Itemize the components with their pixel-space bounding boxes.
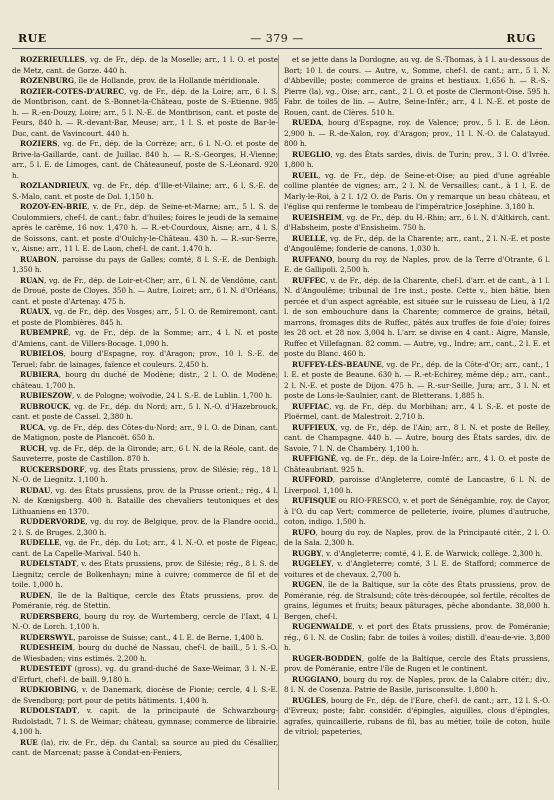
entry-text: , bourg du roy. de Naples, prov. de la Calabre citér.; div., 8 l. N. de Cosenza. Patrie de Basile, jurisconsulte. 1,800 h. [284,674,550,694]
dictionary-entry [12,486,278,518]
dictionary-entry [12,423,278,444]
entry-text: , v. de Fr., dép. de Seine-et-Marne; arr., 5 l. S. de Coulommiers, chef-l. de cant.; fabr. d'huiles; foires le jeudi de la semaine après le carême, 16 nov. 1,470 h. — R.-et-Courdoux, Aisne; arr., 4 l. S. de Soissons, cant. et poste d'Oulchy-le-Château. 430 h. — R.-sur-Serre, v., Aisne; arr., 11 l. E. de Laon, chef-l. de cant. 1,470 h. [12,202,278,253]
dictionary-entry [12,664,278,685]
dictionary-entry [284,580,550,622]
entry-headword: RUDELSTADT [20,559,77,568]
entry-headword: RUELLE [292,233,326,243]
entry-headword: RUCH [20,443,45,453]
entry-text: , vg. de Fr., dép. des Vosges; arr., 5 l. O. de Remiremont, cant. et poste de Plombières. 845 h. [12,307,278,327]
entry-headword: RUBIELOS [20,349,64,358]
dictionary-entry [12,612,278,633]
dictionary-entry [284,360,550,402]
entry-text: , vg. de Fr., dép. de Loir-et-Cher; arr., 6 l. N. de Vendôme, cant. de Droué, poste de Cloyes. 350 h. — Autre, Loiret; arr., 6 l. N. d'Orléans, cant. et poste d'Artenay. 475 h. [12,275,278,306]
entry-text: , paroisse de Suisse; cant., 4 l. E. de Berne. 1,400 h. [73,632,264,642]
entry-headword: RUEGLIO [292,149,331,159]
dictionary-entry [12,87,278,140]
entry-headword: RUDAU [20,485,51,495]
entry-headword: RUGBY [292,548,322,558]
entry-text: , v. d'Angleterre; comté, 3 l. E. de Stafford; commerce de voitures et de chevaux. 2,700 h. [284,559,550,579]
entry-text: , bourg d'Espagne, roy. de Valence; prov., 5 l. E. de Léon. 2,900 h. — R.-de-Xalon, roy. d'Aragon; prov., 11 l. N.-O. de Calatayud. 800 h. [284,118,550,148]
dictionary-entry [12,643,278,664]
entry-headword: RUEISHEIM [292,212,342,222]
dictionary-entry [12,391,278,402]
entry-text: , paroisse d'Angleterre, comté de Lancastre, 6 l. N. de Liverpool. 1,100 h. [284,475,550,495]
page-number: — 379 — [250,32,304,45]
dictionary-entry [284,622,550,654]
dictionary-entry [284,118,550,150]
entry-headword: RUAN [20,275,45,285]
entry-headword: RUFFORD [292,475,333,484]
header-left-keyword: RUE [18,32,47,45]
entry-text: , vg. de Fr., dép. de la Corrèze; arr., 6 l. N.-O. et poste de Brive-la-Gaillarde, cant. de Juillac. 840 h. — R.-S.-Georges, H.-Vienne; arr., 5 l. E. de Limoges, cant. de Châteauneuf, poste de S.-Léonard. 920 h. [12,139,278,180]
dictionary-entry [284,255,550,276]
entry-text: , paroisse du pays de Galles; comté, 8 l. S.-E. de Denbigh. 1,350 h. [12,254,278,274]
entry-text: , vg. des États prussiens, prov. de la Prusse orient.; rég., 4 l. N. de Kœnigsberg. 400 h. Bataille des chevaliers teutoniques et des Lithuaniens en 1370. [12,485,278,516]
entry-text: , vg. du roy. de Belgique, prov. de la Flandre occid., 2 l. S. de Bruges. 2,300 h. [12,517,278,537]
entry-text: , v. de Pologne; woïvodie, 24 l. S.-E. de Lublin. 1,700 h. [71,391,273,400]
entry-headword: RUBIESZOW [20,391,72,400]
entry-headword: RUDERSWYL [20,632,74,642]
dictionary-entry [284,675,550,696]
dictionary-entry [284,55,550,118]
entry-text: , v. de Danemark, diocèse de Fionie; cercle, 4 l. S.-E. de Svendborg; port pour de petits bâtiments. 1,400 h. [12,685,278,705]
entry-text: , bourg du duché de Nassau, chef-l. de baill., 5 l. S.-O. de Wiesbaden; vins estimés. 2,200 h. [12,643,278,663]
dictionary-entry [284,171,550,213]
entry-headword: RUFFEC [292,275,326,285]
entry-text: , v. d'Angleterre; comté, 4 l. E. de Warwick; collège. 2,300 h. [321,548,543,558]
entry-headword: RUGGIANO [292,674,339,684]
entry-text: , vg. des États sardes, divis. de Turin; prov., 3 l. O. d'Ivrée. 1,800 h. [284,149,550,169]
entry-headword: RUDOLSTADT [20,706,78,715]
left-column [12,55,278,793]
entry-headword: RUGELEY [292,559,332,568]
entry-text: , v. et port des États prussiens, prov. de Poméranie; rég., 6 l. N. de Coslin; fabr. de toiles à voiles; distill. d'eau-de-vie. 3,800 h. [284,622,550,652]
dictionary-entry [284,423,550,455]
dictionary-entry [12,685,278,706]
dictionary-entry [12,255,278,276]
dictionary-entry [12,76,278,87]
entry-headword: ROZENBURG [20,76,74,85]
entry-text: ou RIO-FRESCO, v. et port de Sénégambie, roy. de Cayor, à l'O. du cap Vert; commerce de pelleterie, ivoire, plumes d'autruche, coton, indigo. 1,500 h. [284,496,550,526]
entry-text: , vg. des États prussiens, prov. de Silésie; rég., 18 l. N.-O. de Liegnitz. 1,100 h. [12,464,278,484]
entry-headword: RUDDERVORDE [20,517,86,526]
dictionary-entry [12,139,278,181]
right-column [284,55,550,793]
entry-headword: RUEIL [292,170,319,180]
entry-text: , vg. de Fr., dép. du Nord; arr., 5 l. N.-O. d'Hazebrouck, cant. et poste de Cassel. 2,380 h. [12,401,278,421]
dictionary-entry [12,559,278,591]
dictionary-entry [12,591,278,612]
entry-text: , bourg du duché de Modène; distr., 2 l. O. de Modène; château. 1,700 h. [12,370,278,390]
entry-text: et se jette dans la Dordogne, au vg. de S.-Thomas, à 1 l. au-dessous de Bort; 10 l. de cours. — Autre, v., Somme, chef-l. de cant.; arr., 5 l. N. d'Abbeville; poste; commerce de grains et bestiaux. 1,656 h. — R.-S.-Pierre (la), vg., Oise; arr., cant., 2 l. O. et poste de Clermont-Oise. 595 h. Fabr. de toiles de lin. — Autre, Seine-Infér.; arr., 4 l. N.-E. et poste de Rouen, cant. de Clères. 510 h. [284,55,550,117]
dictionary-entry [12,444,278,465]
entry-headword: RUFFEY-LÈS-BEAUNE [292,359,382,369]
entry-headword: RUCA [20,422,44,432]
entry-text: , bourg de Fr., dép. de l'Eure, chef-l. de cant.; arr., 12 l. S.-O. d'Evreux; poste; fabr. considér. d'épingles, aiguilles, clous d'épingles, agrafes, quincaillerie, rubans de fil, bas au métier, toile de coton, huile de vitriol; papeteries, [284,695,550,736]
dictionary-entry [12,181,278,202]
dictionary-entry [12,307,278,328]
entry-text: , vg. de Fr., dép. des Côtes-du-Nord; arr., 9 l. O. de Dinan, cant. de Matignon, poste de Plancoët. 650 h. [12,422,278,442]
entry-text: , vg. de Fr., dép. du H.-Rhin; arr., 6 l. N. d'Altkirch, cant. d'Habsheim, poste d'Ensisheim. 750 h. [284,212,550,232]
entry-headword: ROZIER-COTES-D'AUREC [20,86,124,96]
column-divider [278,55,279,790]
entry-headword: RUDEN [20,590,51,600]
dictionary-entry [12,465,278,486]
dictionary-entry [12,402,278,423]
dictionary-entry [12,349,278,370]
dictionary-entry [284,276,550,360]
entry-text: , bourg du roy. de Naples, prov. de la Terre d'Otrante, 6 l. E. de Gallipoli. 2,500 h. [284,254,550,274]
entry-headword: RUDESHEIM [20,643,73,652]
entry-headword: RUGEN [292,580,323,589]
entry-headword: RUCKERSDORF [20,464,85,474]
entry-text: , bourg du roy. de Wurtemberg, cercle de l'Iaxt, 4 l. N.-O. de Lorch. 1,100 h. [12,611,278,631]
dictionary-entry [12,328,278,349]
entry-text: , v. de Fr., dép. de la Charente, chef-l. d'arr. et de cant., à 1 l. N. d'Angoulême; tribunal de 1re inst.; poste. Cette v., bien bâtie, bien percée et d'un aspect agréable, est située sur le ruisseau de Lieu, à 1/2 l. de son embouchure dans la Charente; commerce de grains, bétail, marrons, fromages dits de Ruffec, pâtés aux truffes de foie d'oie; foires les 28 oct. et 28 nov. 3,004 h. L'arr. se divise en 4 cant.: Aigre, Mansle, Ruffec et Villefagnan. 82 comm. — Autre, vg., Indre; arr., cant., 2 l. E. et poste du Blanc. 460 h. [284,275,550,358]
entry-text: , île de la Baltique, sur la côte des États prussiens, prov. de Poméranie, rég. de Stralsund; côte très-découpée, sol fertile, récoltes de grains, légumes et fruits; beaux pâturages, pêche abondante. 38,000 h. Bergen, chef-l. [284,580,550,621]
entry-headword: RUBEMPRÉ [20,328,69,337]
entry-text: , bourg d'Espagne, roy. d'Aragon; prov., 10 l. S.-E. de Teruel; fabr. de lainages, faïence et couleurs. 2,450 h. [12,349,278,369]
dictionary-entry [12,706,278,738]
entry-headword: RUFO [292,527,316,537]
dictionary-entry [12,738,278,759]
entry-text: , vg. de Fr., dép. de l'Ain; arr., 8 l. N. et poste de Belley, cant. de Champagne. 440 h. — Autre, bourg des États sardes, div. de Savoie, 7 l. N. de Chambéry. 1,100 h. [284,422,550,453]
dictionary-entry [284,475,550,496]
entry-headword: RUFFIAC [292,401,330,411]
entry-headword: RUBIERA [20,370,59,379]
entry-text: , vg. de Fr., dép. de la Moselle; arr., 1 l. O. et poste de Metz, cant. de Gorze. 440 h. [12,55,278,75]
dictionary-entry [12,517,278,538]
entry-headword: RUFFANO [292,254,333,264]
entry-text: , vg. de Fr., dép. de la Gironde; arr., 6 l. N. de la Réole, cant. de Sauveterre, poste de Castillon. 870 h. [12,443,278,463]
dictionary-entry [12,370,278,391]
dictionary-entry [284,549,550,560]
entry-text: , vg. de Fr., dép. de la Somme; arr., 4 l. N. et poste d'Amiens, cant. de Villers-Bocage. 1,090 h. [12,328,278,348]
entry-headword: RUAUX [20,307,50,316]
entry-headword: RUGENWALDE [292,622,353,631]
entry-text: , v. des États prussiens, prov. de Silésie; rég., 8 l. S. de Liegnitz; cercle de Bolkenhayn; mine à cuivre; commerce de fil et de toile. 1,000 h. [12,559,278,589]
entry-text: , vg. de Fr., dép. du Morbihan; arr., 4 l. S.-E. et poste de Ploërmel, cant. de Malestroit. 2,710 h. [284,401,550,421]
dictionary-entry [12,633,278,644]
entry-text: , île de la Baltique, cercle des États prussiens, prov. de Poméranie, rég. de Stettin. [12,590,278,610]
entry-text: , île de Hollande, prov. de la Hollande méridionale. [73,76,260,85]
entry-text: , vg. de Fr., dép. de Seine-et-Oise; au pied d'une agréable colline plantée de vignes; arr., 2 l. N. de Versailles; cant., à 1 l. E. de Marly-le-Roi, à 2 l. 1/2 O. de Paris. On y remarque un beau château, et l'église qui renferme le tombeau de l'impératrice Joséphine. 3,180 h. [284,170,550,211]
entry-headword: RUBROUCK [20,401,69,411]
entry-headword: RUDESTEDT [20,664,72,673]
entry-text: , v. capit. de la principauté de Schwarzbourg-Rudolstadt, 7 l. S. de Weimar; château, gymnase; commerce de librairie. 4,100 h. [12,706,278,736]
entry-headword: RUEDA [292,118,322,127]
entry-headword: RUGER-BODDEN [292,653,362,663]
dictionary-entry [284,559,550,580]
entry-headword: ROZOY-EN-BRIE [20,202,88,211]
dictionary-entry [284,696,550,738]
entry-headword: ROZIERS [20,139,58,148]
entry-headword: RUDELLE [20,538,60,547]
entry-text: , vg. de Fr., dép. de la Charente; arr., cant., 2 l. N.-E. et poste d'Angoulême; fonderie de canons. 1,030 h. [284,233,550,253]
entry-text: , vg. de Fr., dép. de la Côte-d'Or; arr., cant., 1 l. E. et poste de Beaune. 630 h. — R.-et-Echirey, même dép.; arr., cant., 2 l. N.-E. et poste de Dijon. 475 h. — R.-sur-Seille, Jura; arr., 3 l. N. et poste de Lons-le-Saulnier, cant. de Bletterans. 1,885 h. [284,359,550,400]
dictionary-entry [12,202,278,255]
dictionary-entry [284,213,550,234]
dictionary-entry [12,276,278,308]
entry-text: , vg. de Fr., dép. du Lot; arr., 4 l. N.-O. et poste de Figeac, cant. de La Capelle-Marival. 540 h. [12,538,278,558]
entry-text: (gross), vg. du grand-duché de Saxe-Weimar, 3 l. N.-E. d'Erfurt, chef-l. de baill. 9,180 h. [12,664,278,684]
dictionary-entry [12,538,278,559]
entry-text: , vg. de Fr., dép. de la Loire-Infér.; arr., 4 l. O. et poste de Châteaubriant. 925 h. [284,454,550,474]
entry-text: (la), riv. de Fr., dép. du Cantal; sa source au pied du Césallier, cant. de Marcenat; passe à Condat-en-Feniers, [12,737,278,757]
entry-text: , golfe de la Baltique, cercle des États prussiens, prov. de Poméranie, entre l'île de Rugen et le continent. [284,653,550,673]
dictionary-entry [284,528,550,549]
entry-headword: ROZLANDRIEUX [20,181,88,190]
dictionary-entry [284,150,550,171]
entry-headword: RUABON [20,254,57,264]
entry-text: , bourg du roy. de Naples, prov. de la Principauté citér., 2 l. O. de la Sala. 2,300 h. [284,527,550,547]
dictionary-entry [12,55,278,76]
header-right-keyword: RUG [506,32,536,45]
entry-headword: RUDERSBERG [20,611,79,621]
dictionary-entry [284,496,550,528]
entry-headword: RUE [20,737,38,747]
entry-headword: RUFISQUE [292,496,336,505]
page-header [12,24,542,49]
entry-headword: RUFFIGNÉ [292,454,336,463]
entry-headword: RUGLES [292,695,327,705]
dictionary-entry [284,454,550,475]
dictionary-entry [284,234,550,255]
dictionary-entry [284,654,550,675]
entry-headword: RUDKIOBING [20,685,77,694]
entry-headword: RUFFIEUX [292,422,336,432]
entry-headword: ROZERIEULLES [20,55,85,64]
entry-text: , vg. de Fr., dép. d'Ille-et-Vilaine; arr., 6 l. S.-E. de S.-Malo, cant. et poste de Dol. 1,150 h. [12,181,278,201]
dictionary-entry [284,402,550,423]
entry-text: , vg. de Fr., dép. de la Loire; arr., 6 l. S. de Montbrison, cant. de S.-Bonnet-la-Château, poste de S.-Etienne. 985 h. — R.-en-Douzy, Loire; arr., 5 l. N.-E. de Montbrison, cant. et poste de Feurs, 840 h. — R.-devant-Bar, Meuse; arr., 1 l. S. et poste de Bar-le-Duc, cant. de Vavincourt. 440 h. [12,86,278,138]
